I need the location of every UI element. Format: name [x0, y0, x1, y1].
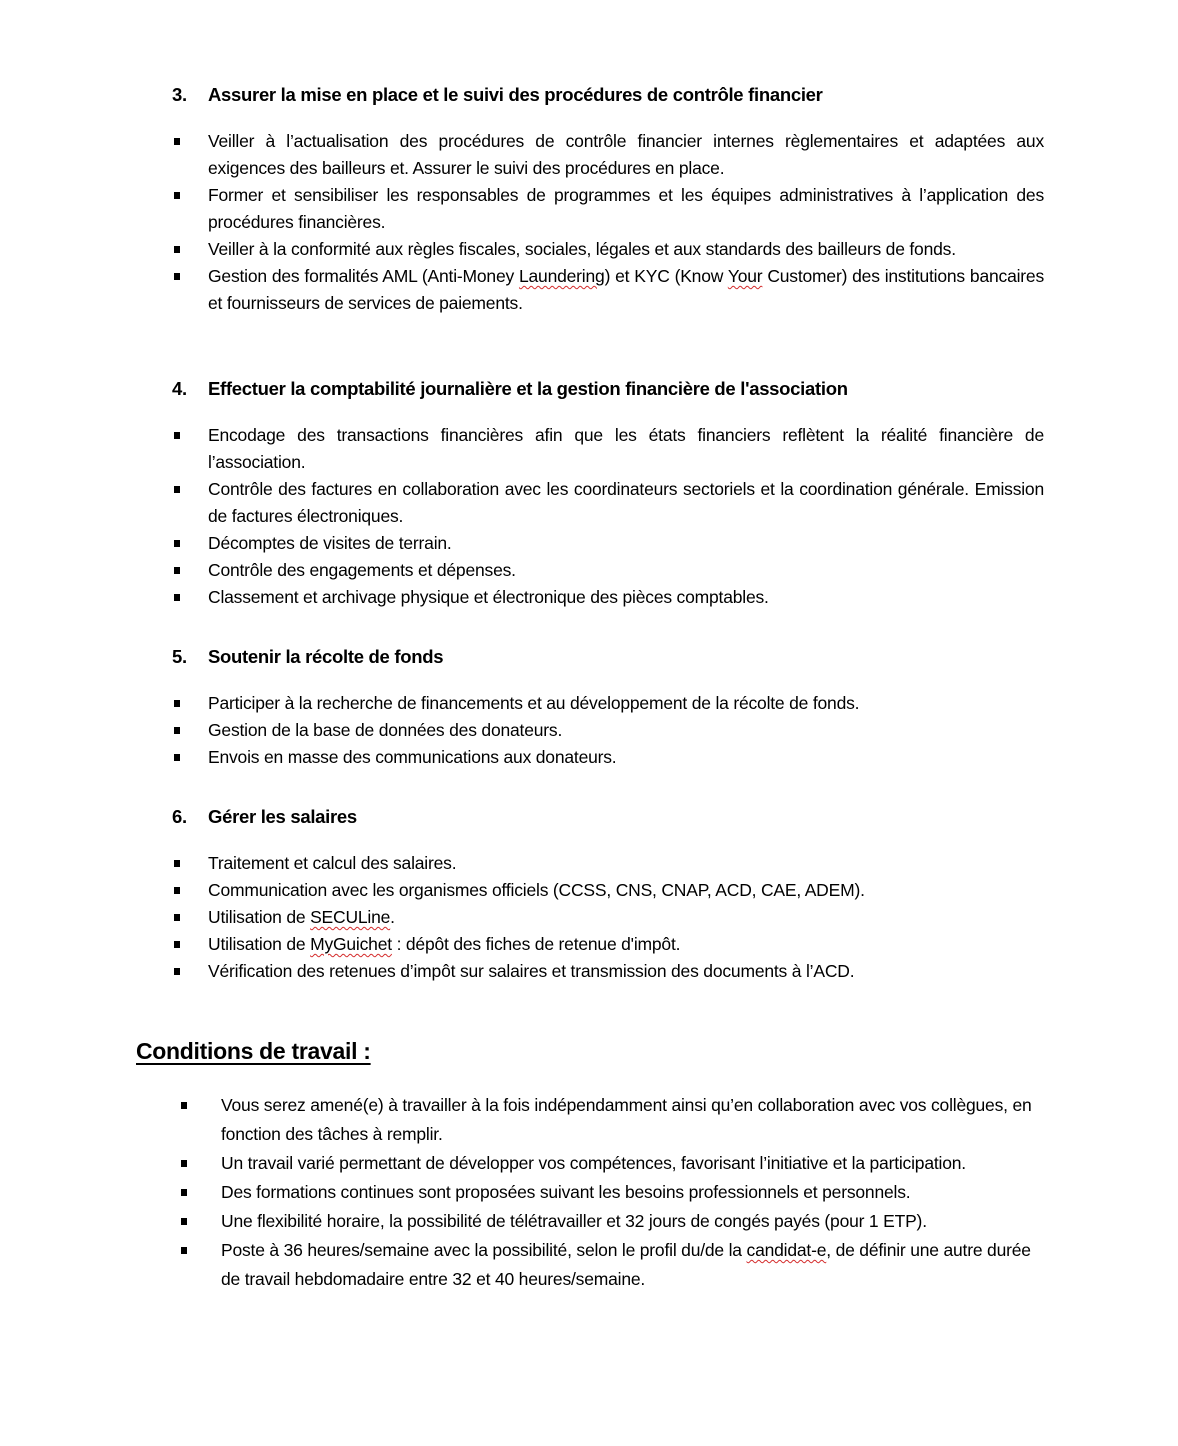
square-bullet-icon	[181, 1247, 187, 1254]
section-title: Effectuer la comptabilité journalière et la gestion financière de l'association	[208, 378, 848, 399]
list-item: Une flexibilité horaire, la possibilité de télétravailler et 32 jours de congés payés (pour 1 ETP).	[180, 1207, 1040, 1236]
square-bullet-icon	[174, 246, 180, 253]
section-heading-3	[172, 84, 823, 106]
section-3-list	[172, 128, 1044, 317]
square-bullet-icon	[174, 192, 180, 199]
spellcheck-word[interactable]: Laundering	[518, 266, 605, 286]
spellcheck-word[interactable]: SECULine	[310, 907, 391, 927]
square-bullet-icon	[174, 968, 180, 975]
square-bullet-icon	[174, 138, 180, 145]
section-number: 3.	[172, 84, 187, 105]
section-heading-5	[172, 646, 443, 668]
list-item: Utilisation de MyGuichet : dépôt des fiches de retenue d'impôt.	[172, 931, 1044, 958]
square-bullet-icon	[174, 486, 180, 493]
section-title: Assurer la mise en place et le suivi des procédures de contrôle financier	[208, 84, 823, 105]
spellcheck-word[interactable]: candidat-e	[746, 1240, 827, 1260]
list-item: Traitement et calcul des salaires.	[172, 850, 1044, 877]
list-item: Gestion de la base de données des donateurs.	[172, 717, 1044, 744]
section-heading-6	[172, 806, 357, 828]
square-bullet-icon	[174, 540, 180, 547]
section-4-list	[172, 422, 1044, 611]
section-heading-4	[172, 378, 848, 400]
list-item: Vous serez amené(e) à travailler à la fois indépendamment ainsi qu’en collaboration avec vos collègues, en fonction des tâches à remplir.	[180, 1091, 1040, 1149]
square-bullet-icon	[181, 1160, 187, 1167]
section-number: 6.	[172, 806, 187, 827]
list-item: Gestion des formalités AML (Anti-Money Laundering) et KYC (Know Your Customer) des institutions bancaires et fournisseurs de services de paiements.	[172, 263, 1044, 317]
list-item: Vérification des retenues d’impôt sur salaires et transmission des documents à l’ACD.	[172, 958, 1044, 985]
list-item: Veiller à l’actualisation des procédures de contrôle financier internes règlementaires et adaptées aux exigences des bailleurs et. Assurer le suivi des procédures en place.	[172, 128, 1044, 182]
list-item: Un travail varié permettant de développer vos compétences, favorisant l’initiative et la participation.	[180, 1149, 1040, 1178]
square-bullet-icon	[174, 887, 180, 894]
square-bullet-icon	[174, 914, 180, 921]
section-6-list	[172, 850, 1044, 985]
square-bullet-icon	[174, 727, 180, 734]
section-title: Gérer les salaires	[208, 806, 357, 827]
spellcheck-word[interactable]: MyGuichet	[310, 934, 392, 954]
section-5-list	[172, 690, 1044, 771]
list-item: Envois en masse des communications aux donateurs.	[172, 744, 1044, 771]
square-bullet-icon	[174, 700, 180, 707]
square-bullet-icon	[181, 1189, 187, 1196]
list-item: Contrôle des factures en collaboration avec les coordinateurs sectoriels et la coordination générale. Emission de factures électroniques.	[172, 476, 1044, 530]
section-number: 5.	[172, 646, 187, 667]
section-number: 4.	[172, 378, 187, 399]
square-bullet-icon	[181, 1102, 187, 1109]
square-bullet-icon	[181, 1218, 187, 1225]
list-item: Former et sensibiliser les responsables de programmes et les équipes administratives à l’application des procédures financières.	[172, 182, 1044, 236]
list-item: Classement et archivage physique et électronique des pièces comptables.	[172, 584, 1044, 611]
list-item: Participer à la recherche de financements et au développement de la récolte de fonds.	[172, 690, 1044, 717]
square-bullet-icon	[174, 754, 180, 761]
list-item: Poste à 36 heures/semaine avec la possibilité, selon le profil du/de la candidat-e, de définir une autre durée de travail hebdomadaire entre 32 et 40 heures/semaine.	[180, 1236, 1040, 1294]
conditions-heading: Conditions de travail :	[136, 1038, 371, 1064]
list-item: Veiller à la conformité aux règles fiscales, sociales, légales et aux standards des bailleurs de fonds.	[172, 236, 1044, 263]
section-title: Soutenir la récolte de fonds	[208, 646, 444, 667]
list-item: Communication avec les organismes officiels (CCSS, CNS, CNAP, ACD, CAE, ADEM).	[172, 877, 1044, 904]
square-bullet-icon	[174, 432, 180, 439]
square-bullet-icon	[174, 594, 180, 601]
list-item: Encodage des transactions financières afin que les états financiers reflètent la réalité financière de l’association.	[172, 422, 1044, 476]
square-bullet-icon	[174, 941, 180, 948]
square-bullet-icon	[174, 567, 180, 574]
list-item: Contrôle des engagements et dépenses.	[172, 557, 1044, 584]
list-item: Décomptes de visites de terrain.	[172, 530, 1044, 557]
square-bullet-icon	[174, 273, 180, 280]
list-item: Utilisation de SECULine.	[172, 904, 1044, 931]
list-item: Des formations continues sont proposées suivant les besoins professionnels et personnels.	[180, 1178, 1040, 1207]
conditions-list	[180, 1091, 1040, 1294]
square-bullet-icon	[174, 860, 180, 867]
spellcheck-word[interactable]: Your	[727, 266, 763, 286]
